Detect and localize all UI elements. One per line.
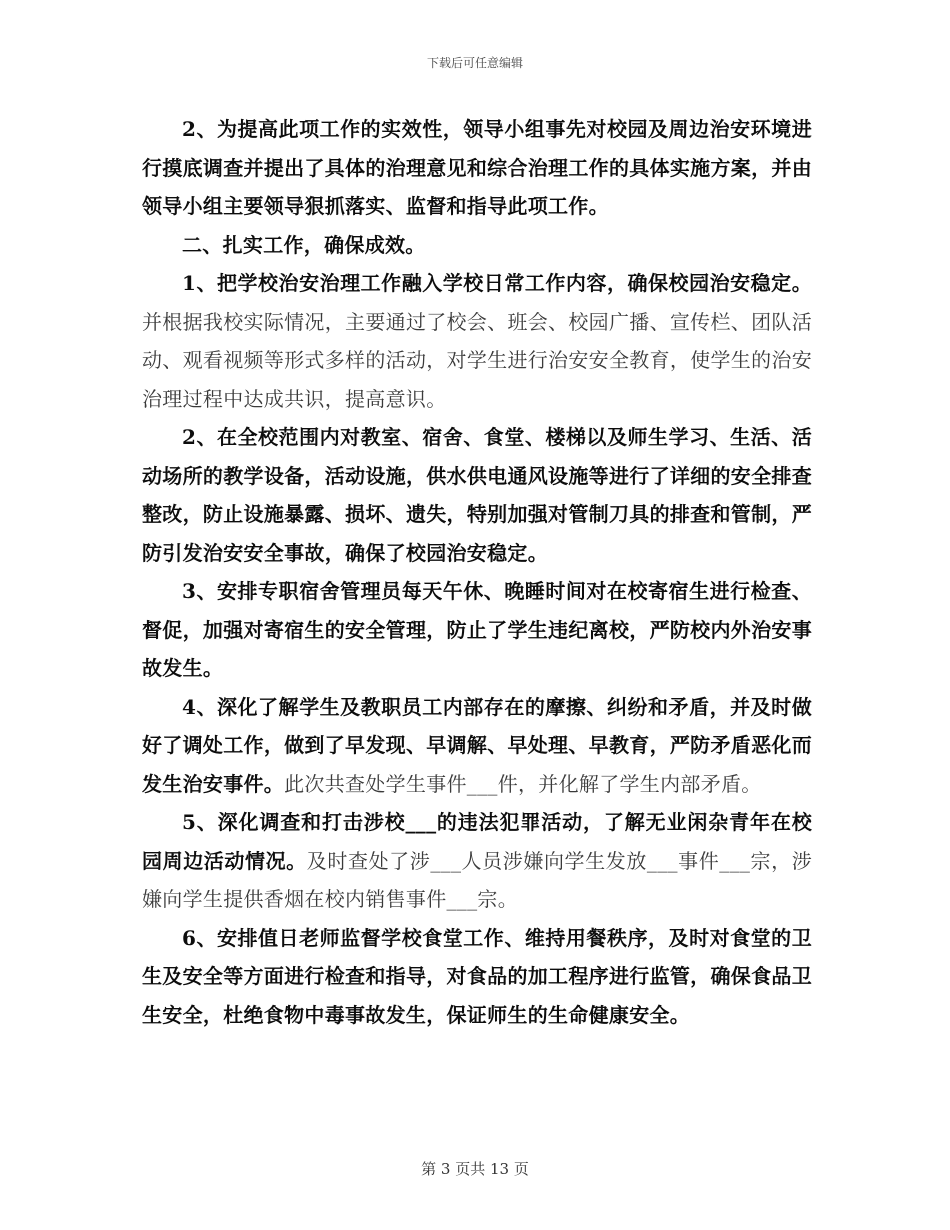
paragraph-2-inspection: 2、在全校范围内对教室、宿舍、食堂、楼梯以及师生学习、生活、活动场所的教学设备，活动设施，供水供电通风设施等进行了详细的安全排查整改，防止设施暴露、损坏、遗失，特别加强对管制刀具的排查和管制，严防引发治安安全事故，确保了校园治安稳定。 [142,425,812,565]
document-body [142,110,812,1034]
page-number: 第 3 页共 13 页 [421,1160,529,1178]
paragraph-6-canteen: 6、安排值日老师监督学校食堂工作、维持用餐秩序，及时对食堂的卫生及安全等方面进行检查和指导，对食品的加工程序进行监管，确保食品卫生安全，杜绝食物中毒事故发生，保证师生的生命健康安全。 [142,925,812,1027]
paragraph-5-crime: 5、深化调查和打击涉校___的违法犯罪活动，了解无业闲杂青年在校园周边活动情况。及时查处了涉___人员涉嫌向学生发放___事件___宗，涉嫌向学生提供香烟在校内销售事件___宗。 [142,810,813,911]
section-heading-2: 二、扎实工作，确保成效。 [182,232,426,257]
paragraph-3-dormitory: 3、安排专职宿舍管理员每天午休、晚睡时间对在校寄宿生进行检查、督促，加强对寄宿生的安全管理，防止了学生违纪离校，严防校内外治安事故发生。 [142,579,812,680]
paragraph-4-conflicts: 4、深化了解学生及教职员工内部存在的摩擦、纠纷和矛盾，并及时做好了调处工作，做到了早发现、早调解、早处理、早教育，严防矛盾恶化而发生治安事件。此次共查处学生事件___件，并化解了学生内部矛盾。 [142,694,812,796]
page-header-note: 下载后可任意编辑 [426,56,523,70]
paragraph-1-integration: 1、把学校治安治理工作融入学校日常工作内容，确保校园治安稳定。并根据我校实际情况，主要通过了校会、班会、校园广播、宣传栏、团队活动、观看视频等形式多样的活动，对学生进行治安安全教育，使学生的治安治理过程中达成共识，提高意识。 [142,271,812,411]
paragraph-2-preparation: 2、为提高此项工作的实效性，领导小组事先对校园及周边治安环境进行摸底调查并提出了具体的治理意见和综合治理工作的具体实施方案，并由领导小组主要领导狠抓落实、监督和指导此项工作。 [142,117,812,218]
